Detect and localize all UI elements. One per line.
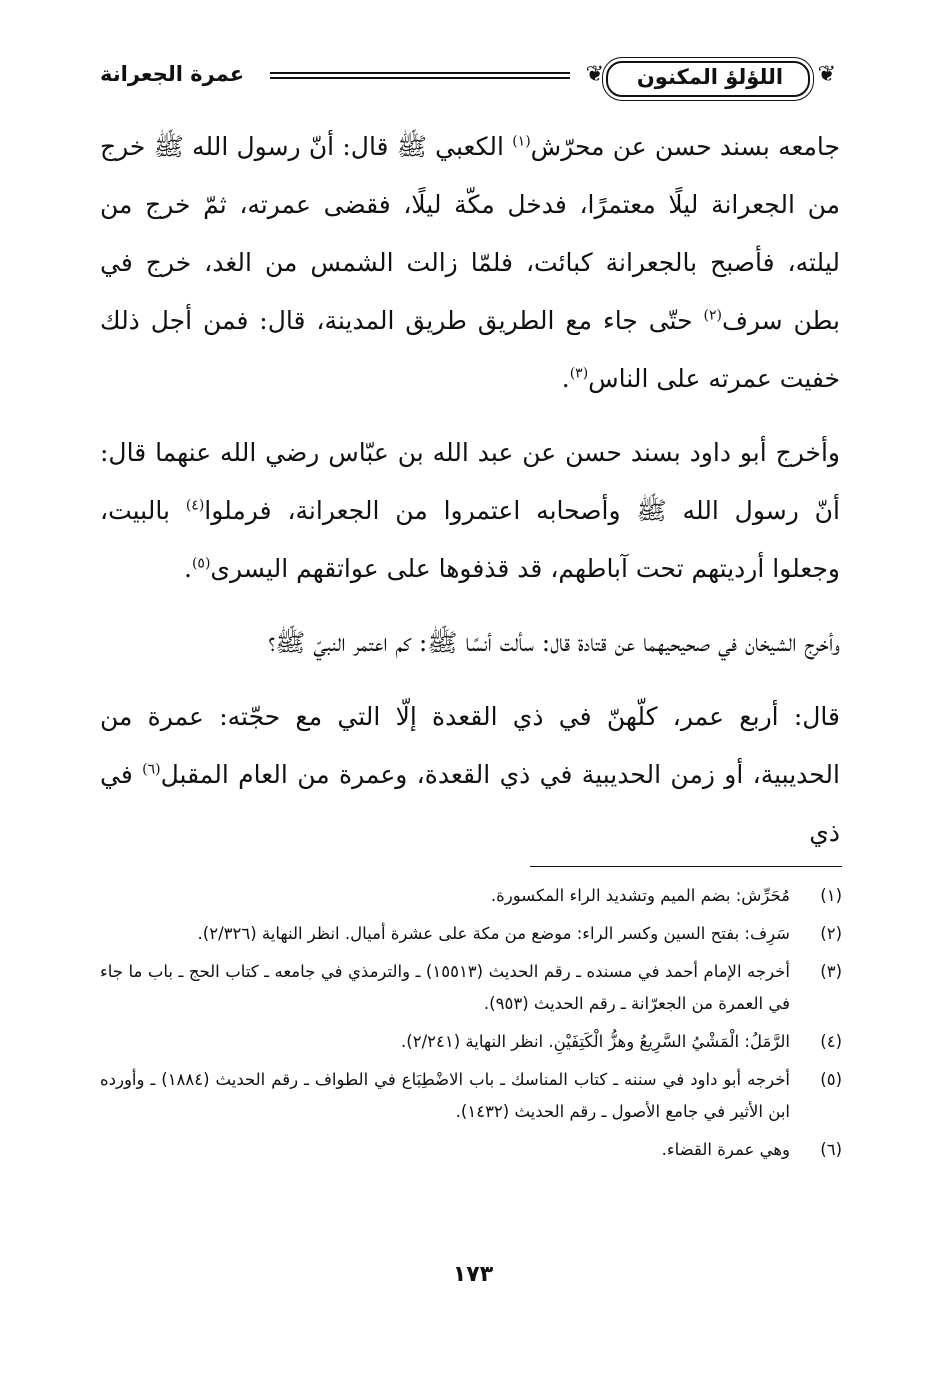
footnote-text: مُحَرِّش: بضم الميم وتشديد الراء المكسورة. xyxy=(490,886,790,905)
header-rule xyxy=(270,72,570,79)
footnote-text: الرَّمَلُ: الْمَشْيُ السَّرِيعُ وهزُّ الْكَتِفَيْنِ. انظر النهاية (٢/٢٤١). xyxy=(401,1032,790,1051)
footnote-text: أخرجه أبو داود في سننه ـ كتاب المناسك ـ باب الاضْطِبَاع في الطواف ـ رقم الحديث (١٨٨٤) ـ وأورده ابن الأثير في جامع الأصول ـ رقم الحديث (١٤٣٢). xyxy=(100,1070,791,1121)
paragraph-1: جامعه بسند حسن عن محرّش$^{(١)}$ الكعبي ﷺ قال: أنّ رسول الله ﷺ خرج من الجعرانة ليلًا معتمرًا، فدخل مكّة ليلًا، فقضى عمرته، ثمّ خرج من ليلته، فأصبح بالجعرانة كبائت، فلمّا زالت الشمس من الغد، خرج في بطن سرف$^{(٢)}$ حتّى جاء مع الطريق طريق المدينة، قال: فمن أجل ذلك خفيت عمرته على الناس$^{(٣)}$. xyxy=(100,132,840,393)
chapter-title: عمرة الجعرانة xyxy=(100,62,245,86)
footnote-ref-1: (١) xyxy=(512,133,531,150)
footnote-number: (٥) xyxy=(820,1070,842,1089)
page-number: ١٧٣ xyxy=(452,1262,494,1287)
footnote-item xyxy=(100,956,842,1020)
footnote-separator xyxy=(530,866,842,867)
book-title-cartouche xyxy=(580,58,840,96)
footnote-ref-3: (٣) xyxy=(569,365,589,382)
footnote-number: (١) xyxy=(820,886,842,905)
footnote-item xyxy=(100,1064,842,1128)
footnote-text: سَرِف: بفتح السين وكسر الراء: موضع من مكة على عشرة أميال. انظر النهاية (٢/٣٢٦). xyxy=(197,924,790,943)
main-text xyxy=(100,118,840,862)
footnote-item xyxy=(100,880,842,912)
book-title: اللؤلؤ المكنون xyxy=(636,65,784,89)
footnote-ref-6: (٦) xyxy=(142,761,161,778)
footnote-item xyxy=(100,1026,842,1058)
footnote-number: (٣) xyxy=(820,962,842,981)
footnote-item xyxy=(100,1134,842,1166)
page-header xyxy=(100,52,840,102)
ornament-right-icon: ❦ xyxy=(817,62,836,87)
paragraph-4: قال: أربع عمر، كلّهنّ في ذي القعدة إلّا التي مع حجّته: عمرة من الحديبية، أو زمن الحديبية في ذي القعدة، وعمرة من العام المقبل$^{(٦)}$ في ذي xyxy=(100,702,840,847)
footnote-item xyxy=(100,918,842,950)
footnote-text: وهي عمرة القضاء. xyxy=(661,1140,790,1159)
paragraph-3: وأخرج الشيخان في صحيحيهما عن قتادة قال: سألت أنسًا ﷺ: كم اعتمر النبيّ ﷺ؟ xyxy=(268,628,840,657)
footnote-ref-5: (٥) xyxy=(191,555,211,572)
footnote-ref-4: (٤) xyxy=(185,497,205,514)
paragraph-2: وأخرج أبو داود بسند حسن عن عبد الله بن عبّاس رضي الله عنهما قال: أنّ رسول الله ﷺ وأصحابه اعتمروا من الجعرانة، فرملوا$^{(٤)}$ بالبيت، وجعلوا أرديتهم تحت آباطهم، قد قذفوها على عواتقهم اليسرى$^{(٥)}$. xyxy=(100,438,840,583)
footnote-text: أخرجه الإمام أحمد في مسنده ـ رقم الحديث (١٥٥١٣) ـ والترمذي في جامعه ـ كتاب الحج ـ باب ما جاء في العمرة من الجعرّانة ـ رقم الحديث (٩٥٣). xyxy=(100,962,790,1013)
footnote-number: (٦) xyxy=(820,1140,842,1159)
ornament-left-icon: ❦ xyxy=(585,62,604,87)
footnote-ref-2: (٢) xyxy=(703,307,722,324)
footnotes xyxy=(100,880,842,1172)
footnote-number: (٤) xyxy=(820,1032,842,1051)
footnote-number: (٢) xyxy=(820,924,842,943)
